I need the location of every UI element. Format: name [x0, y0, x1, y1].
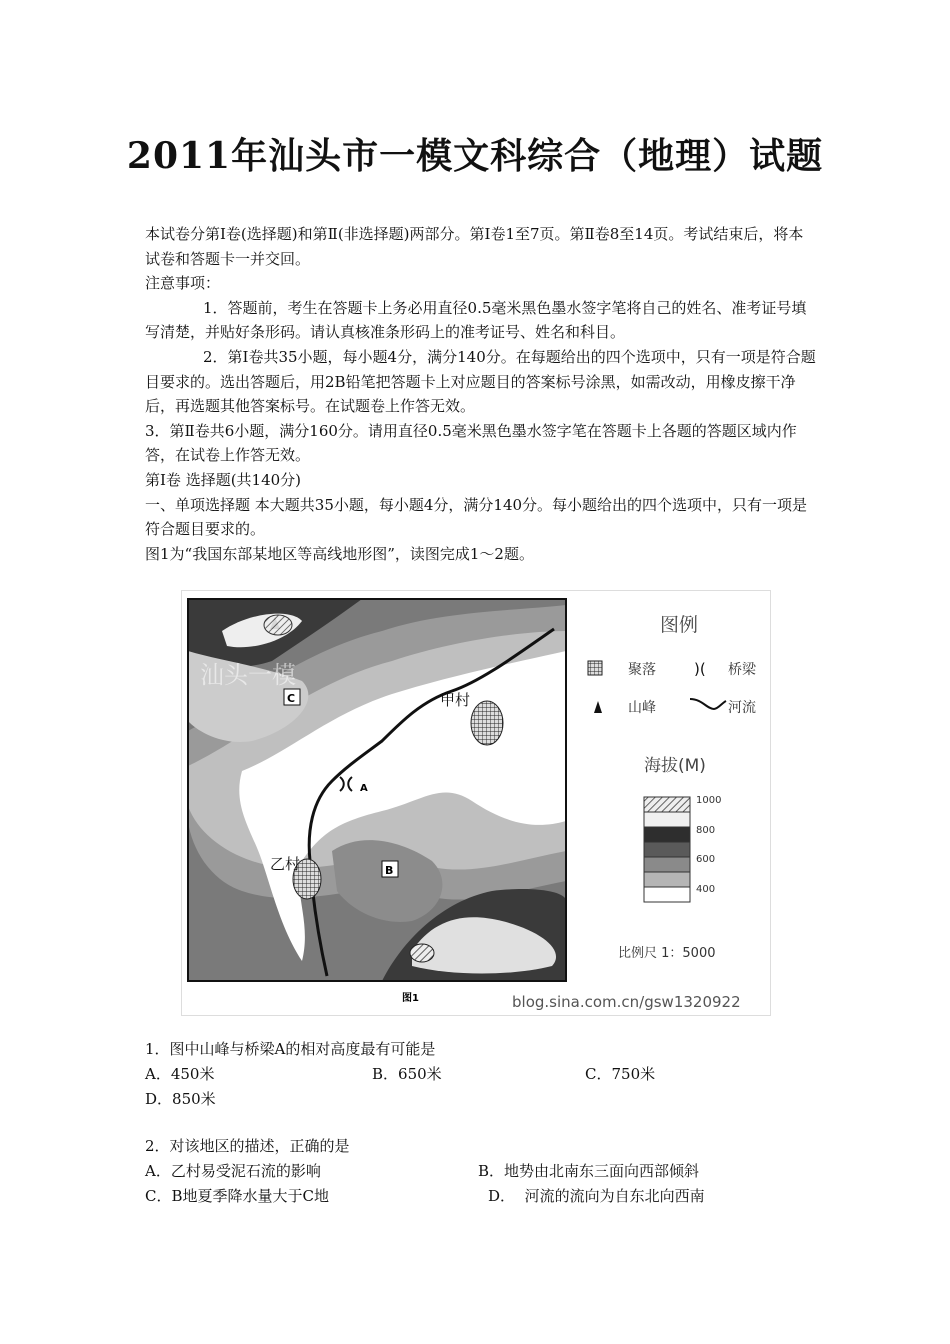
notice-item-2: 2．第Ⅰ卷共35小题，每小题4分，满分140分。在每题给出的四个选项中，只有一项是符合题目要求的。选出答题后，用2B铅笔把答题卡上对应题目的答案标号涂黑，如需改动，用橡皮擦干净后，再选题其他答案标号。在试题卷上作答无效。 [145, 347, 816, 416]
settlement-legend-icon [588, 661, 602, 675]
label-c: C [287, 692, 296, 705]
notice-item-1: 1．答题前，考生在答题卡上务必用直径0.5毫米黑色墨水签字笔将自己的姓名、准考证号填写清楚，并贴好条形码。请认真核准条形码上的准考证号、姓名和科目。 [145, 298, 807, 342]
figure-caption: 图1 [402, 993, 419, 1004]
peak-legend-icon [594, 701, 602, 713]
legend-elevation-title: 海拔(M) [644, 756, 706, 776]
q1-option-a: A．450米 [145, 1065, 215, 1083]
legend-river: 河流 [728, 700, 756, 716]
notice-heading: 注意事项： [145, 274, 221, 293]
tick-1000: 1000 [696, 795, 722, 806]
question-1-stem: 1．图中山峰与桥梁A的相对高度最有可能是 [145, 1040, 436, 1058]
q2-option-a: A．乙村易受泥石流的影响 [145, 1162, 321, 1180]
river-legend-icon [690, 699, 726, 709]
q2-option-d: D． 河流的流向为自东北向西南 [488, 1187, 705, 1205]
q1-option-d: D．850米 [145, 1090, 216, 1108]
q1-option-b: B．650米 [372, 1065, 442, 1083]
legend-settlement: 聚落 [628, 662, 656, 678]
section-heading: 第Ⅰ卷 选择题(共140分) [145, 470, 302, 489]
legend-scale: 比例尺 1：5000 [618, 946, 716, 961]
label-jia: 甲村 [440, 691, 471, 709]
legend-peak: 山峰 [628, 700, 656, 716]
page-title: 2011年汕头市一模文科综合（地理）试题 [126, 135, 824, 177]
intro-paragraph: 本试卷分第Ⅰ卷(选择题)和第Ⅱ(非选择题)两部分。第Ⅰ卷1至7页。第Ⅱ卷8至14页。考试结束后，将本试卷和答题卡一并交回。 [145, 225, 804, 268]
tick-400: 400 [696, 884, 716, 895]
label-yi: 乙村 [270, 855, 301, 873]
label-a: A [360, 783, 368, 794]
question-2 [145, 1134, 817, 1158]
legend-title: 图例 [660, 614, 699, 636]
elevation-scale [644, 795, 721, 902]
tick-600: 600 [696, 854, 716, 865]
instructions [145, 222, 817, 566]
q2-option-b: B．地势由北南东三面向西部倾斜 [478, 1162, 700, 1180]
contour-map-figure [181, 590, 771, 1016]
blog-watermark: blog.sina.com.cn/gsw1320922 [512, 993, 741, 1011]
watermark: 汕头一模 [200, 661, 296, 689]
section-instructions: 一、单项选择题 本大题共35小题，每小题4分，满分140分。每小题给出的四个选项中，只有一项是符合题目要求的。 [145, 495, 808, 539]
label-b: B [385, 864, 394, 877]
q2-option-c: C．B地夏季降水量大于C地 [145, 1187, 329, 1205]
question-2-stem: 2．对该地区的描述，正确的是 [145, 1137, 350, 1155]
tick-800: 800 [696, 825, 716, 836]
question-1 [145, 1037, 817, 1061]
figure-intro: 图1为“我国东部某地区等高线地形图”，读图完成1～2题。 [145, 544, 534, 563]
notice-item-3: 3．第Ⅱ卷共6小题，满分160分。请用直径0.5毫米黑色墨水签字笔在答题卡上各题的答题区域内作答，在试卷上作答无效。 [145, 421, 797, 465]
settlement-jia [471, 701, 503, 745]
map-area [188, 599, 566, 981]
bridge-legend-icon: )( [694, 660, 706, 678]
map-legend [588, 614, 757, 961]
legend-bridge: 桥梁 [728, 662, 756, 678]
q1-option-c: C．750米 [585, 1065, 656, 1083]
